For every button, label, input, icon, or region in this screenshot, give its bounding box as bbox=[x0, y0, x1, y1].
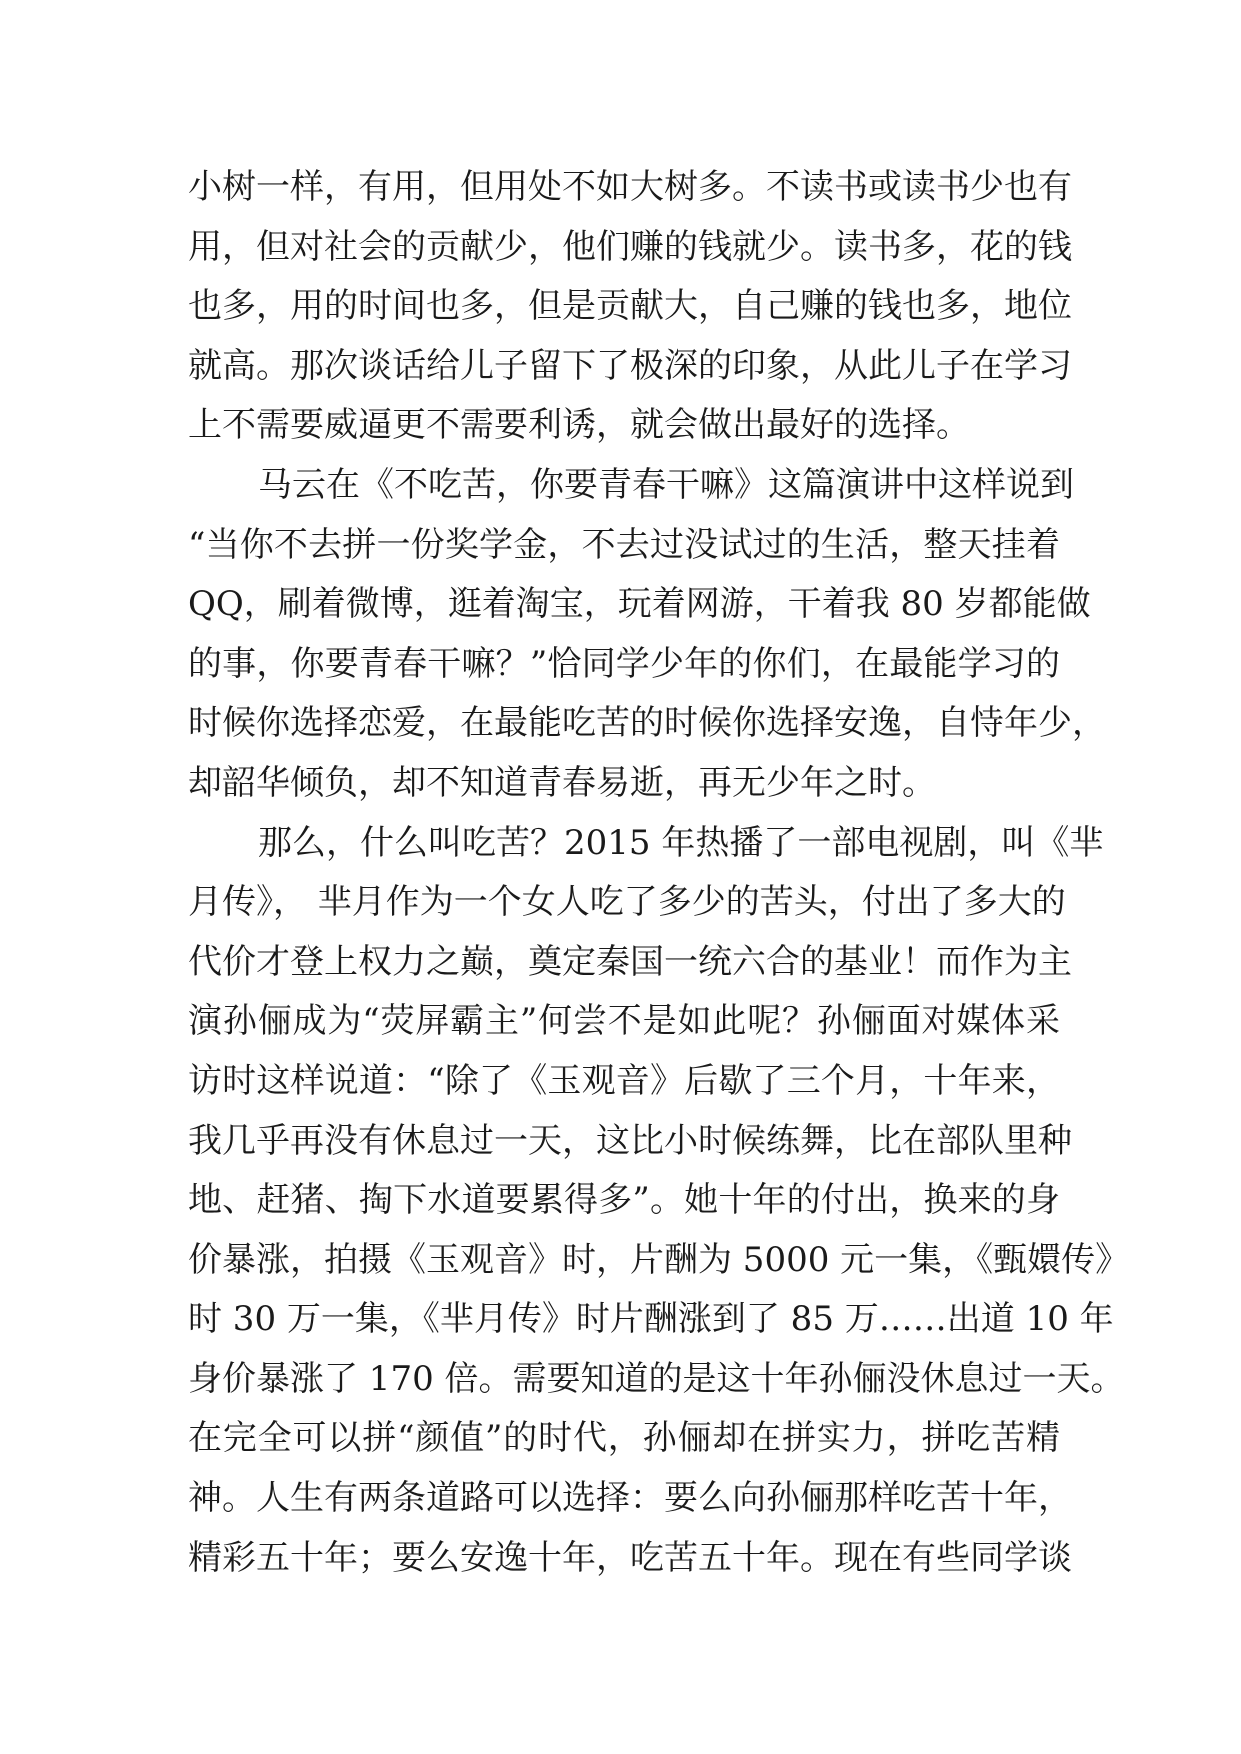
text-line: 神。人生有两条道路可以选择：要么向孙俪那样吃苦十年， bbox=[188, 1478, 1072, 1519]
text-line: 小树一样，有用，但用处不如大树多。不读书或读书少也有 bbox=[188, 167, 1072, 207]
text-line: 在完全可以拼“颜值”的时代，孙俪却在拼实力，拼吃苦精 bbox=[188, 1418, 1060, 1459]
text-line: 代价才登上权力之巅，奠定秦国一统六合的基业！而作为主 bbox=[188, 941, 1072, 982]
text-line: 上不需要威逼更不需要利诱，就会做出最好的选择。 bbox=[188, 405, 970, 446]
text-line: 时 30 万一集，《芈月传》时片酬涨到了 85 万……出道 10 年 bbox=[188, 1299, 1114, 1340]
text-line: 精彩五十年；要么安逸十年，吃苦五十年。现在有些同学谈 bbox=[188, 1537, 1072, 1578]
text-line: 那么，什么叫吃苦？2015 年热播了一部电视剧，叫《芈 bbox=[258, 822, 1104, 863]
text-line: 用，但对社会的贡献少，他们赚的钱就少。读书多，花的钱 bbox=[188, 226, 1072, 267]
text-line: 演孙俪成为“荧屏霸主”何尝不是如此呢？孙俪面对媒体采 bbox=[188, 1001, 1060, 1042]
text-line: 时候你选择恋爱，在最能吃苦的时候你选择安逸，自恃年少， bbox=[188, 703, 1106, 744]
text-line: 地、赶猪、掏下水道要累得多”。她十年的付出，换来的身 bbox=[188, 1180, 1060, 1221]
text-line: 也多，用的时间也多，但是贡献大，自己赚的钱也多，地位 bbox=[188, 286, 1072, 327]
text-line: 我几乎再没有休息过一天，这比小时候练舞，比在部队里种 bbox=[188, 1120, 1072, 1161]
text-line: 就高。那次谈话给儿子留下了极深的印象，从此儿子在学习 bbox=[188, 345, 1072, 386]
text-line: 却韶华倾负，却不知道青春易逝，再无少年之时。 bbox=[188, 762, 936, 803]
text-line: 的事，你要青春干嘛？”恰同学少年的你们，在最能学习的 bbox=[188, 643, 1060, 684]
text-line: 价暴涨，拍摄《玉观音》时，片酬为 5000 元一集，《甄嬛传》 bbox=[188, 1239, 1130, 1280]
text-line: “当你不去拼一份奖学金，不去过没试过的生活，整天挂着 bbox=[188, 524, 1060, 565]
text-line: QQ，刷着微博，逛着淘宝，玩着网游，干着我 80 岁都能做 bbox=[188, 584, 1091, 625]
text-line: 访时这样说道：“除了《玉观音》后歇了三个月，十年来， bbox=[188, 1060, 1060, 1101]
text-line: 月传》， 芈月作为一个女人吃了多少的苦头，付出了多大的 bbox=[188, 882, 1066, 923]
text-line: 马云在《不吃苦，你要青春干嘛》这篇演讲中这样说到 bbox=[258, 464, 1074, 505]
text-line: 身价暴涨了 170 倍。需要知道的是这十年孙俪没休息过一天。 bbox=[188, 1358, 1125, 1399]
body-text bbox=[188, 158, 1130, 1588]
